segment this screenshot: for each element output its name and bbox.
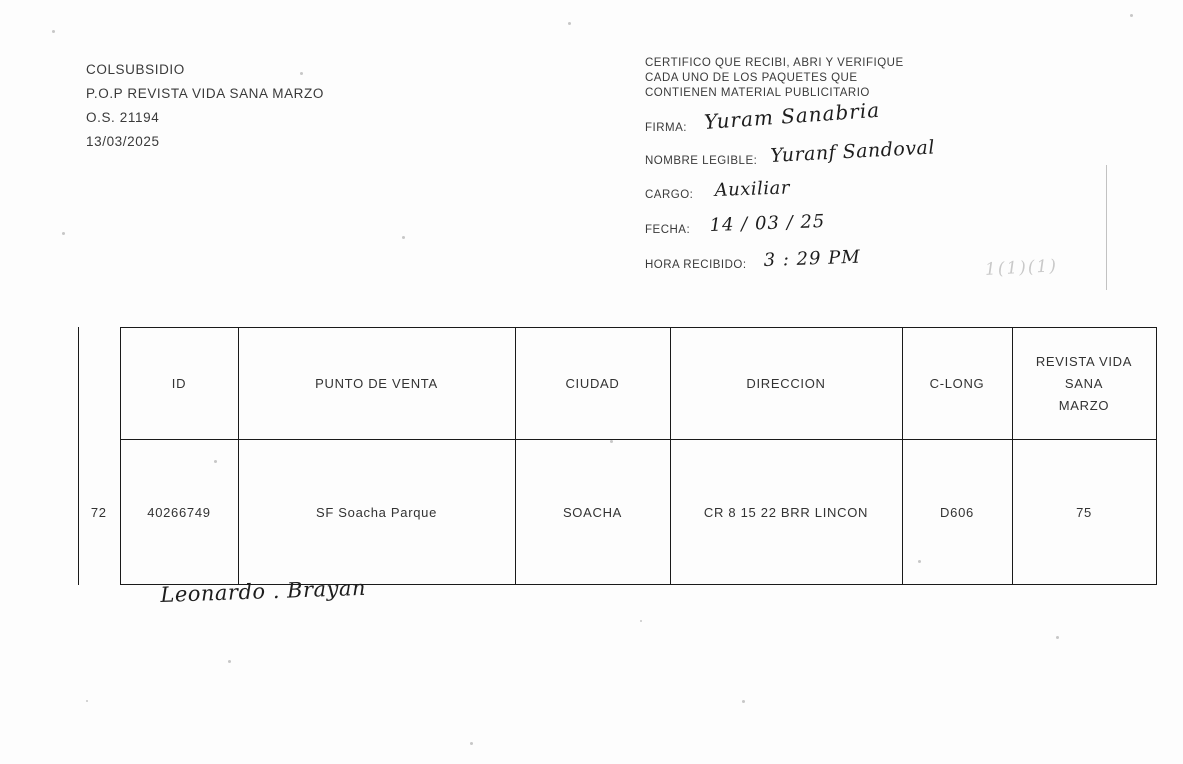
- table-header-row: [78, 328, 1156, 440]
- scan-speck: [640, 620, 642, 622]
- scan-speck: [86, 700, 88, 702]
- bottom-handwritten-signature: Leonardo . Brayan: [160, 575, 367, 607]
- scan-speck: [402, 236, 405, 239]
- field-hora-recibido-value: 3 : 29 PM: [763, 246, 862, 271]
- table-header-id: ID: [120, 328, 238, 440]
- field-fecha: [645, 210, 936, 241]
- certification-line-2: CADA UNO DE LOS PAQUETES QUE: [645, 72, 858, 84]
- scan-speck: [62, 232, 65, 235]
- field-firma: [645, 97, 936, 136]
- table-cell-direccion: CR 8 15 22 BRR LINCON: [670, 440, 902, 585]
- field-cargo: [645, 177, 936, 206]
- table-cell-id: 40266749: [120, 440, 238, 585]
- campaign-name: P.O.P REVISTA VIDA SANA MARZO: [86, 86, 324, 101]
- field-hora-recibido: [645, 246, 936, 276]
- table-header-punto-de-venta: PUNTO DE VENTA: [238, 328, 515, 440]
- table-header-c-long: C-LONG: [902, 328, 1012, 440]
- table-row: [78, 440, 1156, 585]
- table-header-index: [78, 328, 120, 440]
- field-nombre-legible: [645, 136, 936, 171]
- scan-speck: [742, 700, 745, 703]
- stamp-smudge-bar: [1106, 165, 1107, 290]
- document-date: 13/03/2025: [86, 134, 160, 149]
- scan-speck: [228, 660, 231, 663]
- table-cell-revista-vida-sana-marzo: 75: [1012, 440, 1156, 585]
- table-header: [78, 328, 1156, 440]
- scan-speck: [1056, 636, 1059, 639]
- stamp-smudge: 1(1)(1): [984, 256, 1059, 280]
- header-left-block: [86, 58, 324, 154]
- field-fecha-label: FECHA:: [645, 224, 691, 236]
- field-fecha-value: 14 / 03 / 25: [709, 210, 826, 236]
- field-cargo-label: CARGO:: [645, 189, 694, 201]
- field-nombre-legible-label: NOMBRE LEGIBLE:: [645, 155, 758, 167]
- field-cargo-value: Auxiliar: [714, 177, 791, 201]
- data-table-wrapper: [78, 327, 1156, 585]
- table-header-revista-line-1: REVISTA VIDA SANA: [1035, 353, 1133, 391]
- scan-speck: [470, 742, 473, 745]
- table-header-direccion: DIRECCION: [670, 328, 902, 440]
- field-nombre-legible-value: Yuranf Sandoval: [769, 136, 936, 167]
- table-cell-row-index: 72: [90, 504, 107, 520]
- table-header-ciudad: CIUDAD: [515, 328, 670, 440]
- table-header-revista-line-2: MARZO: [1058, 397, 1110, 413]
- data-table: [78, 327, 1157, 585]
- certification-line-1: CERTIFICO QUE RECIBI, ABRI Y VERIFIQUE: [645, 57, 904, 69]
- company-name: COLSUBSIDIO: [86, 62, 185, 77]
- field-firma-value: Yuram Sanabria: [703, 97, 881, 134]
- order-number: O.S. 21194: [86, 110, 160, 125]
- certification-line-3: CONTIENEN MATERIAL PUBLICITARIO: [645, 87, 870, 99]
- table-cell-ciudad: SOACHA: [515, 440, 670, 585]
- scan-speck: [568, 22, 571, 25]
- scan-speck: [1130, 14, 1133, 17]
- field-hora-recibido-label: HORA RECIBIDO:: [645, 259, 747, 271]
- certification-block: [645, 56, 936, 276]
- table-header-revista-vida-sana-marzo: [1012, 328, 1156, 440]
- scan-speck: [52, 30, 55, 33]
- table-cell-c-long: D606: [902, 440, 1012, 585]
- table-body: [78, 440, 1156, 585]
- field-firma-label: FIRMA:: [645, 122, 687, 134]
- table-cell-punto-de-venta: SF Soacha Parque: [238, 440, 515, 585]
